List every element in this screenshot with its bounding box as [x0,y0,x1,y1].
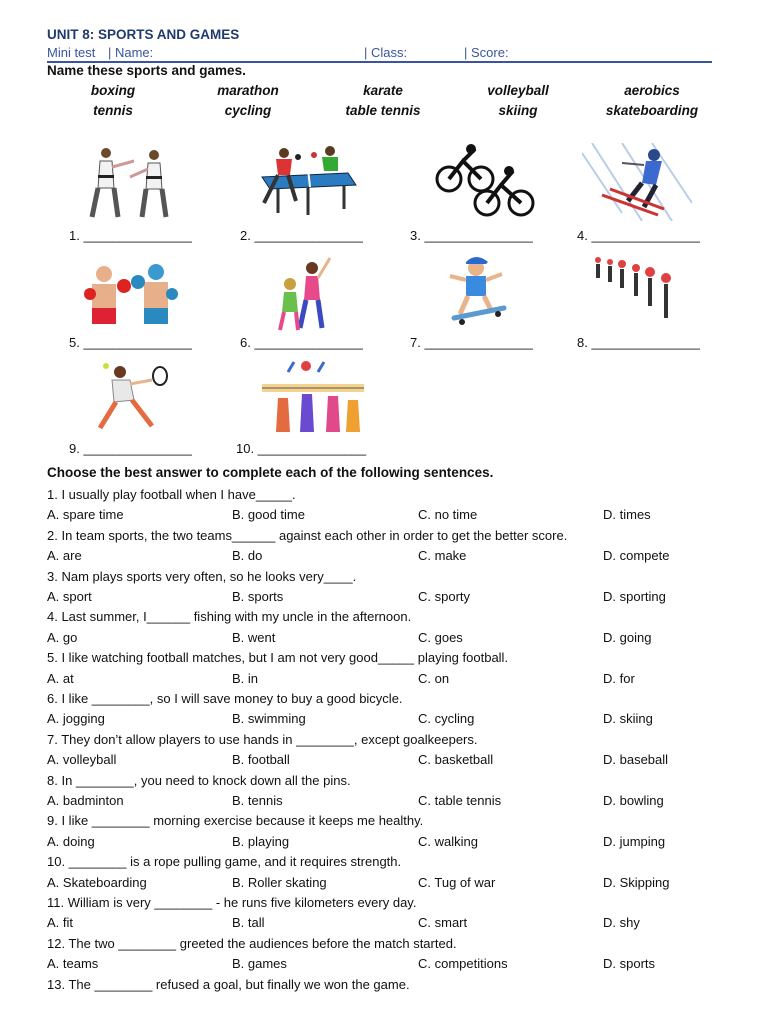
word-marathon: marathon [217,83,279,98]
answer-option-a[interactable]: A. spare time [47,507,124,523]
answer-option-d[interactable]: D. shy [603,915,640,931]
answer-option-b[interactable]: B. in [232,670,259,686]
answer-option-d[interactable]: D. Skipping [603,874,670,890]
answer-option-c[interactable]: C. on [418,670,450,686]
answer-blank-2[interactable]: 2. _______________ [240,228,363,243]
question-text: 9. I like ________ morning exercise because it keeps me healthy. [47,813,424,829]
aerobics-picture [260,254,370,332]
answer-option-b[interactable]: B. went [232,629,276,645]
answer-option-d[interactable]: D. jumping [603,833,666,849]
word-aerobics: aerobics [624,83,680,98]
table-tennis-picture [248,143,358,221]
boxing-picture [76,256,186,334]
section2-heading: Choose the best answer to complete each of the following sentences. [47,465,494,480]
question-text: 3. Nam plays sports very often, so he looks very____. [47,568,357,584]
answer-option-c[interactable]: C. make [418,548,467,564]
skiing-picture [582,143,692,221]
class-label: | Class: [364,45,408,60]
answer-option-d[interactable]: D. bowling [603,793,664,808]
word-volleyball: volleyball [487,83,549,98]
answer-blank-3[interactable]: 3. _______________ [410,228,533,243]
answer-option-a[interactable]: A. volleyball [47,752,117,768]
marathon-picture [588,252,698,330]
answer-option-a[interactable]: A. doing [47,833,95,849]
answer-option-a[interactable]: A. go [47,629,78,645]
answer-option-c[interactable]: C. cycling [418,711,475,727]
question-text: 10. ________ is a rope pulling game, and it requires strength. [47,854,402,870]
answer-option-a[interactable]: A. sport [47,589,92,604]
answer-option-c[interactable]: C. Tug of war [418,874,496,890]
answer-option-b[interactable]: B. do [232,548,263,564]
answer-blank-6[interactable]: 6. _______________ [240,335,363,350]
word-boxing: boxing [90,83,136,98]
word-cycling: cycling [224,103,272,118]
answer-option-c[interactable]: C. table tennis [418,793,502,808]
answer-option-d[interactable]: D. sporting [603,589,666,604]
answer-option-b[interactable]: B. tall [232,915,265,931]
answer-option-c[interactable]: C. sporty [418,589,471,604]
word-karate: karate [363,83,403,98]
answer-option-c[interactable]: C. smart [418,915,468,931]
answer-option-b[interactable]: B. good time [232,507,305,523]
question-text: 12. The two ________ greeted the audiences before the match started. [47,935,457,951]
answer-option-a[interactable]: A. fit [47,915,74,931]
cycling-picture [431,141,541,219]
answer-option-b[interactable]: B. games [232,956,287,972]
answer-blank-8[interactable]: 8. _______________ [577,335,700,350]
answer-blank-5[interactable]: 5. _______________ [69,335,192,350]
answer-option-a[interactable]: A. Skateboarding [47,874,147,890]
answer-option-c[interactable]: C. competitions [418,956,508,972]
question-text: 6. I like ________, so I will save money to buy a good bicycle. [47,691,403,706]
answer-option-d[interactable]: D. going [603,629,652,645]
question-text: 5. I like watching football matches, but I am not very good_____ playing football. [47,650,509,666]
answer-option-c[interactable]: C. basketball [418,752,494,768]
question-text: 7. They don’t allow players to use hands in ________, except goalkeepers. [47,731,478,747]
question-text: 11. William is very ________ - he runs five kilometers every day. [47,895,417,910]
answer-option-d[interactable]: D. sports [603,956,656,972]
question-text: 13. The ________ refused a goal, but finally we won the game. [47,976,410,992]
name-label: | Name: [108,45,154,60]
question-text: 2. In team sports, the two teams______ against each other in order to get the better score. [47,527,568,543]
answer-blank-1[interactable]: 1. _______________ [69,228,192,243]
skateboarding-picture [430,252,540,330]
answer-blank-7[interactable]: 7. _______________ [410,335,533,350]
word-skiing: skiing [498,103,538,118]
answer-option-a[interactable]: A. at [47,670,74,686]
answer-option-a[interactable]: A. are [47,548,82,564]
question-text: 1. I usually play football when I have_____. [47,487,296,502]
answer-option-d[interactable]: D. baseball [603,752,669,768]
student-info-header [47,45,712,63]
answer-blank-9[interactable]: 9. _______________ [69,441,192,456]
answer-option-b[interactable]: B. playing [232,833,290,849]
word-skateboarding: skateboarding [605,103,699,118]
section1-heading: Name these sports and games. [47,63,246,78]
answer-blank-4[interactable]: 4. _______________ [577,228,700,243]
answer-option-c[interactable]: C. walking [418,833,478,849]
mini-test-label: Mini test [47,45,96,60]
answer-option-c[interactable]: C. goes [418,629,463,645]
worksheet-title: UNIT 8: SPORTS AND GAMES [47,27,240,42]
answer-option-d[interactable]: D. for [603,670,635,686]
answer-blank-10[interactable]: 10. _______________ [236,441,367,456]
question-text: 8. In ________, you need to knock down all the pins. [47,772,351,788]
answer-option-c[interactable]: C. no time [418,507,478,523]
answer-option-a[interactable]: A. jogging [47,711,105,727]
word-tennis: tennis [93,103,133,118]
answer-option-b[interactable]: B. swimming [232,711,306,727]
answer-option-d[interactable]: D. times [603,507,651,523]
answer-option-b[interactable]: B. Roller skating [232,874,327,890]
karate-picture [76,143,186,221]
answer-option-a[interactable]: A. badminton [47,793,124,808]
answer-option-a[interactable]: A. teams [47,956,99,972]
answer-option-b[interactable]: B. sports [232,589,284,604]
answer-option-d[interactable]: D. skiing [603,711,653,727]
answer-option-d[interactable]: D. compete [603,548,670,564]
volleyball-picture [258,358,368,436]
answer-option-b[interactable]: B. tennis [232,793,283,808]
tennis-picture [80,360,190,438]
question-text: 4. Last summer, I______ fishing with my uncle in the afternoon. [47,609,412,625]
word-table-tennis: table tennis [345,103,421,118]
score-label: | Score: [464,45,509,60]
answer-option-b[interactable]: B. football [232,752,290,768]
